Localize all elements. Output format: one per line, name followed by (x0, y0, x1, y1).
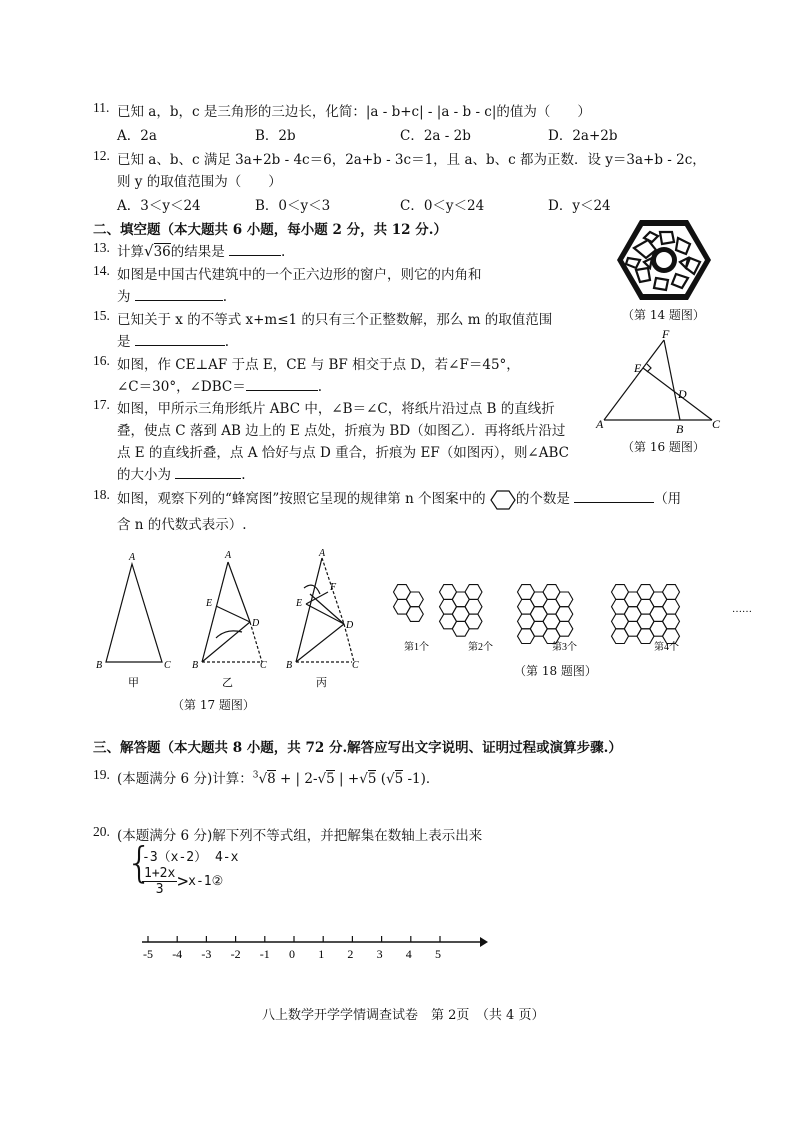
q15-answer-blank[interactable] (135, 331, 225, 346)
q17-line-1: 如图，甲所示三角形纸片 ABC 中，∠B＝∠C，将纸片沿过点 B 的直线折 (117, 401, 555, 417)
honeycomb-cell (556, 592, 573, 607)
svg-text:B: B (192, 660, 199, 671)
svg-text:B: B (286, 660, 293, 671)
fig18-ellipsis: …… (732, 604, 752, 615)
q12-option-d: D．y＜24 (548, 198, 611, 214)
fig18-label-2: 第2个 (468, 642, 493, 653)
svg-text:C: C (164, 660, 171, 671)
q14-number: 14. (93, 263, 110, 278)
page-footer: 八上数学开学学情调查试卷 第 2页 （共 4 页） (262, 1008, 545, 1023)
q20-inequality-1: -3（x-2） 4-x (142, 850, 239, 865)
honeycomb-cell (556, 607, 573, 622)
q20-number: 20. (93, 824, 110, 839)
number-line-label: -1 (259, 947, 270, 961)
q11-text: 已知 a，b，c 是三角形的三边长，化简：|a - b+c| - |a - b - c|的值为（ ） (117, 104, 591, 120)
fig16-triangle-figure (594, 328, 724, 434)
fig18-label-3: 第3个 (552, 642, 577, 653)
fig17-sub-jia: 甲 (128, 677, 139, 688)
hexagon-window-figure (616, 218, 712, 302)
honeycomb-cell (465, 599, 482, 614)
fig16-label-e: E (634, 361, 642, 375)
fig16-label-f: F (662, 328, 670, 341)
honeycomb-cell (663, 599, 680, 614)
number-line-label: 4 (405, 947, 412, 961)
q18-line-2: 含 n 的代数式表示）. (117, 517, 247, 533)
svg-text:C: C (260, 660, 267, 671)
q17-number: 17. (93, 397, 110, 412)
q12-option-b: B．0＜y＜3 (255, 198, 331, 214)
svg-text:A: A (225, 550, 232, 561)
honeycomb-cell (465, 585, 482, 600)
q18-answer-blank[interactable] (574, 488, 654, 503)
q16-text-2: ∠C＝30°，∠DBC＝ . (117, 375, 322, 395)
fig17-sub-yi: 乙 (222, 677, 233, 688)
number-line[interactable] (130, 930, 490, 966)
fig16-label-a: A (596, 417, 604, 431)
number-line-label: 1 (318, 947, 325, 961)
q18-line-1: 如图，观察下列的“蜂窝图”按照它呈现的规律第 n 个图案中的 的个数是 （用 (117, 487, 681, 511)
q15-number: 15. (93, 308, 110, 323)
svg-text:D: D (346, 620, 354, 631)
honeycomb-cell (406, 607, 423, 622)
svg-text:D: D (252, 618, 260, 629)
fig18-caption: （第 18 题图） (514, 664, 597, 678)
fig17-folding-figure (92, 548, 382, 688)
q11-number: 11. (93, 100, 110, 115)
section-2-heading: 二、填空题（本大题共 6 小题，每小题 2 分，共 12 分.） (93, 222, 447, 238)
q20-inequality-2: $\frac{1+2x}{3}$ >x-1② (144, 866, 224, 897)
fig18-honeycomb-figure (392, 572, 772, 656)
svg-text:B: B (96, 660, 103, 671)
fig17-caption: （第 17 题图） (172, 698, 255, 712)
q17-answer-blank[interactable] (175, 464, 241, 479)
q13-number: 13. (93, 240, 110, 255)
q15-text: 已知关于 x 的不等式 x+m≤1 的只有三个正整数解，那么 m 的取值范围 (117, 312, 553, 328)
q15-text-2: 是 . (117, 330, 229, 350)
honeycomb-cell (663, 614, 680, 629)
number-line-label: -5 (143, 947, 153, 961)
fig16-label-c: C (712, 417, 721, 431)
q12-number: 12. (93, 148, 110, 163)
q20-brace: { (126, 838, 153, 887)
q18-number: 18. (93, 487, 110, 502)
svg-text:A: A (129, 552, 136, 563)
q14-text: 如图是中国古代建筑中的一个正六边形的窗户，则它的内角和 (117, 267, 482, 283)
number-line-label: -3 (201, 947, 212, 961)
fig14-caption: （第 14 题图） (622, 308, 705, 322)
number-line-label: -2 (230, 947, 241, 961)
number-line-label: 3 (376, 947, 383, 961)
q16-text: 如图，作 CE⊥AF 于点 E，CE 与 BF 相交于点 D，若∠F＝45°， (117, 357, 520, 373)
honeycomb-cell (556, 621, 573, 636)
fig18-label-4: 第4个 (654, 642, 679, 653)
q11-option-a: A．2a (117, 128, 157, 144)
fig17-sub-bing: 丙 (316, 677, 327, 688)
q11-option-b: B．2b (255, 128, 296, 144)
number-line-label: 0 (289, 947, 295, 961)
q13-text: 计算√36的结果是 . (117, 242, 286, 260)
q12-option-a: A．3＜y＜24 (117, 198, 201, 214)
q12-text-2: 则 y 的取值范围为（ ） (117, 174, 282, 190)
svg-text:C: C (352, 660, 359, 671)
number-line-label: -4 (172, 947, 183, 961)
q17-line-3: 点 E 的直线折叠，点 A 恰好与点 D 重合，折痕为 EF（如图丙），则∠ABC (117, 445, 569, 461)
hexagon-icon (490, 489, 516, 511)
svg-text:E: E (296, 598, 303, 609)
q14-answer-blank[interactable] (135, 286, 223, 301)
q12-option-c: C．0＜y＜24 (400, 198, 485, 214)
section-3-heading: 三、解答题（本大题共 8 小题，共 72 分.解答应写出文字说明、证明过程或演算步骤.） (93, 740, 622, 756)
q19-number: 19. (93, 767, 110, 782)
q13-answer-blank[interactable] (229, 241, 281, 256)
q11-option-c: C．2a - 2b (400, 128, 471, 144)
fig16-label-b: B (676, 422, 684, 434)
q12-text: 已知 a、b、c 满足 3a+2b - 4c＝6，2a+b - 3c＝1，且 a、b、c 都为正数．设 y＝3a+b - 2c， (117, 152, 706, 168)
honeycomb-cell (406, 592, 423, 607)
q14-text-2: 为 . (117, 285, 227, 305)
svg-text:E: E (206, 598, 213, 609)
svg-text:A: A (319, 548, 326, 559)
q11-option-d: D．2a+2b (548, 128, 618, 144)
svg-text:F: F (330, 582, 337, 593)
number-line-label: 5 (435, 947, 441, 961)
q16-answer-blank[interactable] (246, 376, 318, 391)
q19-expression: (本题满分 6 分)计算：$^3$√8 + | 2-√5 | +√5 (√5 -1)． (117, 770, 440, 787)
fig16-label-d: D (678, 387, 687, 401)
fig18-label-1: 第1个 (404, 642, 429, 653)
q17-line-4: 的大小为 . (117, 463, 246, 483)
number-line-label: 2 (347, 947, 354, 961)
q17-line-2: 叠，使点 C 落到 AB 边上的 E 点处，折痕为 BD（如图乙）．再将纸片沿过 (117, 423, 566, 439)
fig16-caption: （第 16 题图） (622, 440, 705, 454)
honeycomb-cell (465, 614, 482, 629)
honeycomb-cell (663, 585, 680, 600)
q20-text: (本题满分 6 分)解下列不等式组，并把解集在数轴上表示出来 (117, 828, 483, 844)
q16-number: 16. (93, 353, 110, 368)
